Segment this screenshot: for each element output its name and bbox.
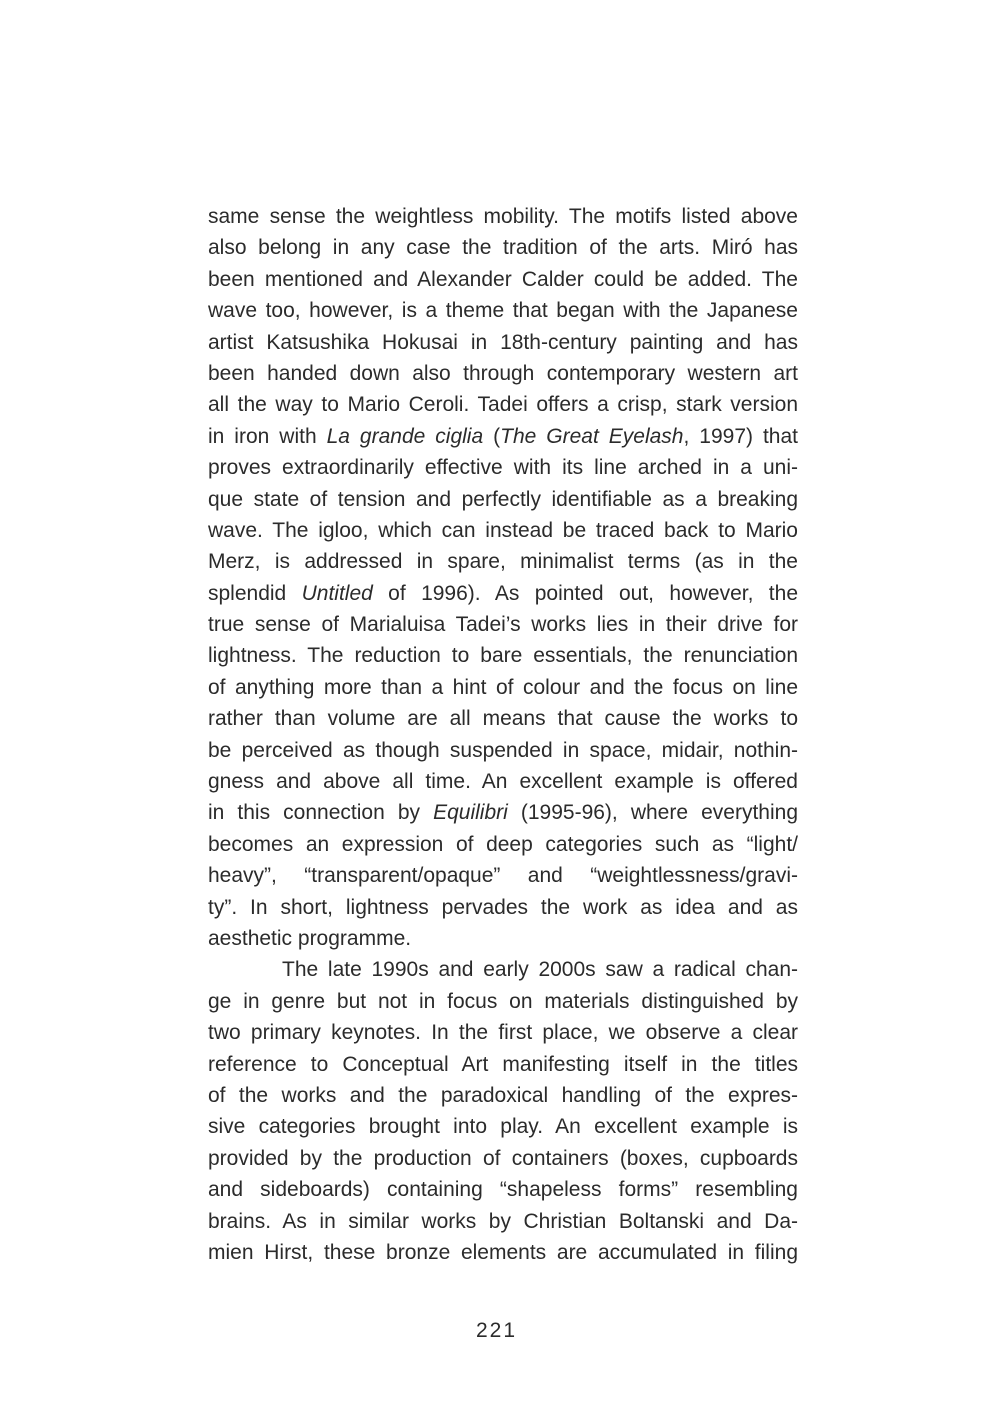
- text-line: ty”. In short, lightness pervades the work as idea and as: [208, 895, 798, 919]
- text-line: true sense of Marialuisa Tadei’s works lies in their drive for: [208, 613, 798, 637]
- artwork-title: Untitled: [301, 581, 373, 605]
- artwork-title: Equilibri: [433, 801, 508, 825]
- text-line: rather than volume are all means that cause the works to: [208, 707, 798, 731]
- text-line: aesthetic programme.: [208, 926, 412, 950]
- text-line: also belong in any case the tradition of the arts. Miró has: [208, 236, 798, 260]
- text-line: gness and above all time. An excellent example is offered: [208, 770, 798, 794]
- text-line: Merz, is addressed in spare, minimalist terms (as in the: [208, 550, 798, 574]
- page-number: 221: [475, 1319, 518, 1342]
- text-line: of anything more than a hint of colour and the focus on line: [208, 675, 798, 699]
- text-line: two primary keynotes. In the first place, we observe a clear: [208, 1021, 798, 1045]
- text-line: artist Katsushika Hokusai in 18th-century painting and has: [208, 330, 798, 354]
- text-line: been mentioned and Alexander Calder could be added. The: [208, 267, 798, 291]
- text-line: in iron with La grande ciglia (The Great Eyelash, 1997) that: [208, 424, 798, 448]
- text-line: proves extraordinarily effective with its line arched in a uni-: [208, 456, 798, 480]
- text-line: heavy”, “transparent/opaque” and “weightlessness/gravi-: [208, 864, 798, 888]
- text-line: ge in genre but not in focus on materials distinguished by: [208, 989, 798, 1013]
- text-line: in this connection by Equilibri (1995-96), where everything: [208, 801, 798, 825]
- text-line: becomes an expression of deep categories such as “light/: [208, 832, 798, 856]
- text-line: same sense the weightless mobility. The motifs listed above: [208, 205, 798, 228]
- text-line: of the works and the paradoxical handling of the expres-: [208, 1083, 798, 1107]
- text-line: been handed down also through contemporary western art: [208, 361, 798, 385]
- text-line: splendid Untitled of 1996). As pointed out, however, the: [208, 581, 798, 605]
- text-line: be perceived as though suspended in space, midair, nothin-: [208, 738, 798, 762]
- text-line: The late 1990s and early 2000s saw a radical chan-: [282, 958, 798, 982]
- text-line: all the way to Mario Ceroli. Tadei offers a crisp, stark version: [208, 393, 798, 417]
- text-line: wave. The igloo, which can instead be traced back to Mario: [208, 518, 798, 542]
- text-line: mien Hirst, these bronze elements are accumulated in filing: [208, 1240, 798, 1264]
- text-line: que state of tension and perfectly identifiable as a breaking: [208, 487, 798, 511]
- artwork-title: La grande ciglia: [326, 424, 484, 448]
- text-line: lightness. The reduction to bare essentials, the renunciation: [208, 644, 798, 668]
- body-text: [208, 201, 798, 1268]
- text-line: reference to Conceptual Art manifesting itself in the titles: [208, 1052, 798, 1076]
- text-line: wave too, however, is a theme that began with the Japanese: [208, 299, 798, 323]
- text-line: and sideboards) containing “shapeless forms” resembling: [208, 1178, 798, 1202]
- text-line: brains. As in similar works by Christian Boltanski and Da-: [208, 1209, 798, 1233]
- text-line: provided by the production of containers (boxes, cupboards: [208, 1146, 798, 1170]
- artwork-title: The Great Eyelash: [500, 424, 684, 448]
- text-line: sive categories brought into play. An excellent example is: [208, 1115, 798, 1139]
